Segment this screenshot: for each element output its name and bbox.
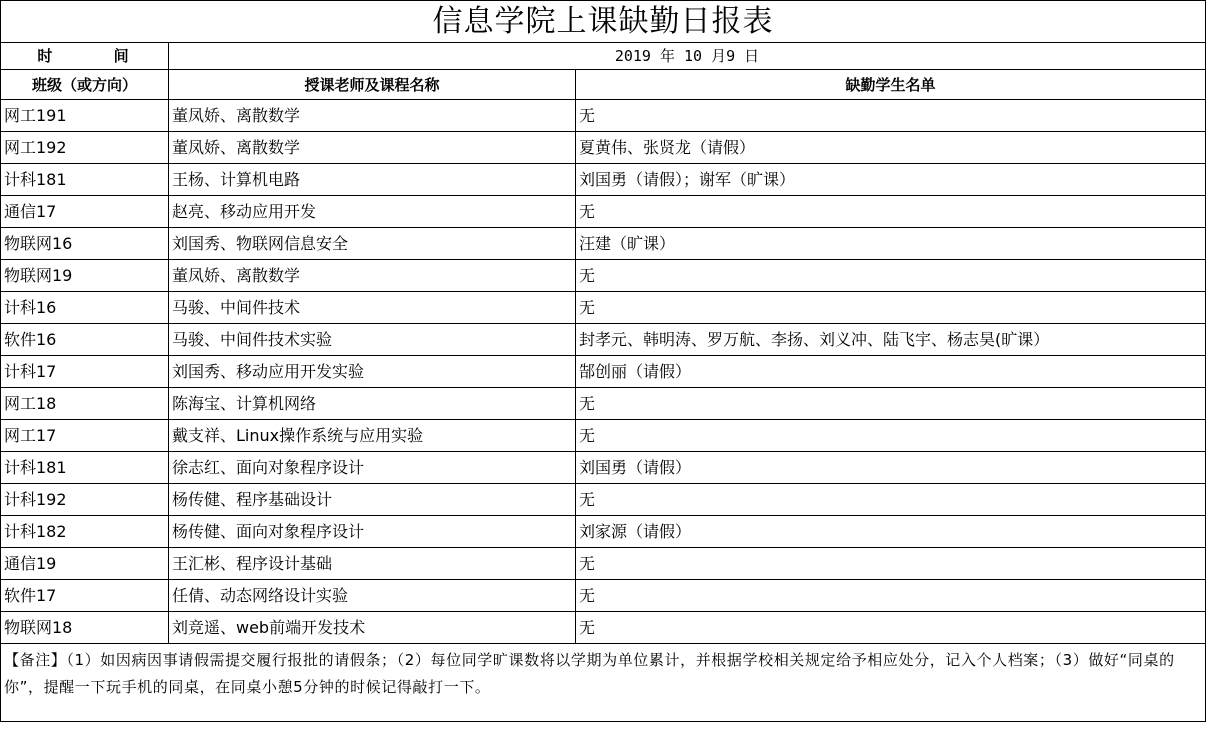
teacher-course-cell: 戴支祥、Linux操作系统与应用实验	[169, 420, 576, 452]
absent-students-cell: 无	[576, 420, 1206, 452]
absent-students-cell: 无	[576, 580, 1206, 612]
table-row	[1, 516, 1206, 548]
notes-text: 【备注】（1）如因病因事请假需提交履行报批的请假条；（2）每位同学旷课数将以学期为单位累计，并根据学校相关规定给予相应处分，记入个人档案；（3）做好“同桌的你”，提醒一下玩手机的同桌，在同桌小憩5分钟的时候记得敲打一下。	[1, 644, 1206, 722]
teacher-course-cell: 王杨、计算机电路	[169, 164, 576, 196]
absent-students-cell: 无	[576, 100, 1206, 132]
class-cell: 网工192	[1, 132, 169, 164]
notes-row	[1, 644, 1206, 722]
absent-students-cell: 刘国勇（请假）；谢军（旷课）	[576, 164, 1206, 196]
class-cell: 计科181	[1, 452, 169, 484]
teacher-course-cell: 刘国秀、物联网信息安全	[169, 228, 576, 260]
absent-students-cell: 无	[576, 484, 1206, 516]
header-absent-students: 缺勤学生名单	[576, 70, 1206, 100]
absent-students-cell: 刘国勇（请假）	[576, 452, 1206, 484]
teacher-course-cell: 马骏、中间件技术实验	[169, 324, 576, 356]
absent-students-cell: 无	[576, 388, 1206, 420]
teacher-course-cell: 杨传健、程序基础设计	[169, 484, 576, 516]
table-row	[1, 420, 1206, 452]
table-row	[1, 356, 1206, 388]
absent-students-cell: 汪建（旷课）	[576, 228, 1206, 260]
table-row	[1, 196, 1206, 228]
teacher-course-cell: 陈海宝、计算机网络	[169, 388, 576, 420]
table-row	[1, 100, 1206, 132]
report-date: 2019 年 10 月9 日	[169, 43, 1206, 70]
class-cell: 计科17	[1, 356, 169, 388]
class-cell: 计科192	[1, 484, 169, 516]
class-cell: 通信17	[1, 196, 169, 228]
absent-students-cell: 夏黄伟、张贤龙（请假）	[576, 132, 1206, 164]
table-row	[1, 164, 1206, 196]
teacher-course-cell: 董凤娇、离散数学	[169, 100, 576, 132]
absent-students-cell: 刘家源（请假）	[576, 516, 1206, 548]
class-cell: 物联网18	[1, 612, 169, 644]
teacher-course-cell: 刘国秀、移动应用开发实验	[169, 356, 576, 388]
teacher-course-cell: 徐志红、面向对象程序设计	[169, 452, 576, 484]
class-cell: 计科182	[1, 516, 169, 548]
table-row	[1, 612, 1206, 644]
teacher-course-cell: 任倩、动态网络设计实验	[169, 580, 576, 612]
time-label: 时 间	[1, 43, 169, 70]
table-row	[1, 580, 1206, 612]
teacher-course-cell: 杨传健、面向对象程序设计	[169, 516, 576, 548]
absent-students-cell: 无	[576, 196, 1206, 228]
class-cell: 物联网16	[1, 228, 169, 260]
column-header-row	[1, 70, 1206, 100]
teacher-course-cell: 刘竞遥、web前端开发技术	[169, 612, 576, 644]
report-title: 信息学院上课缺勤日报表	[1, 1, 1206, 43]
class-cell: 软件17	[1, 580, 169, 612]
table-row	[1, 292, 1206, 324]
absent-students-cell: 封孝元、韩明涛、罗万航、李扬、刘义冲、陆飞宇、杨志昊(旷课）	[576, 324, 1206, 356]
class-cell: 计科181	[1, 164, 169, 196]
header-teacher-course: 授课老师及课程名称	[169, 70, 576, 100]
class-cell: 网工17	[1, 420, 169, 452]
teacher-course-cell: 董凤娇、离散数学	[169, 260, 576, 292]
table-row	[1, 452, 1206, 484]
class-cell: 软件16	[1, 324, 169, 356]
table-row	[1, 132, 1206, 164]
class-cell: 物联网19	[1, 260, 169, 292]
class-cell: 网工191	[1, 100, 169, 132]
table-row	[1, 388, 1206, 420]
header-class: 班级（或方向）	[1, 70, 169, 100]
teacher-course-cell: 马骏、中间件技术	[169, 292, 576, 324]
absent-students-cell: 无	[576, 292, 1206, 324]
table-row	[1, 324, 1206, 356]
teacher-course-cell: 赵亮、移动应用开发	[169, 196, 576, 228]
table-row	[1, 228, 1206, 260]
table-row	[1, 484, 1206, 516]
teacher-course-cell: 王汇彬、程序设计基础	[169, 548, 576, 580]
absent-students-cell: 无	[576, 548, 1206, 580]
teacher-course-cell: 董凤娇、离散数学	[169, 132, 576, 164]
class-cell: 通信19	[1, 548, 169, 580]
time-row	[1, 43, 1206, 70]
table-row	[1, 260, 1206, 292]
absent-students-cell: 无	[576, 260, 1206, 292]
title-row	[1, 1, 1206, 43]
absent-students-cell: 无	[576, 612, 1206, 644]
table-row	[1, 548, 1206, 580]
class-cell: 网工18	[1, 388, 169, 420]
class-cell: 计科16	[1, 292, 169, 324]
absent-students-cell: 郜创丽（请假）	[576, 356, 1206, 388]
